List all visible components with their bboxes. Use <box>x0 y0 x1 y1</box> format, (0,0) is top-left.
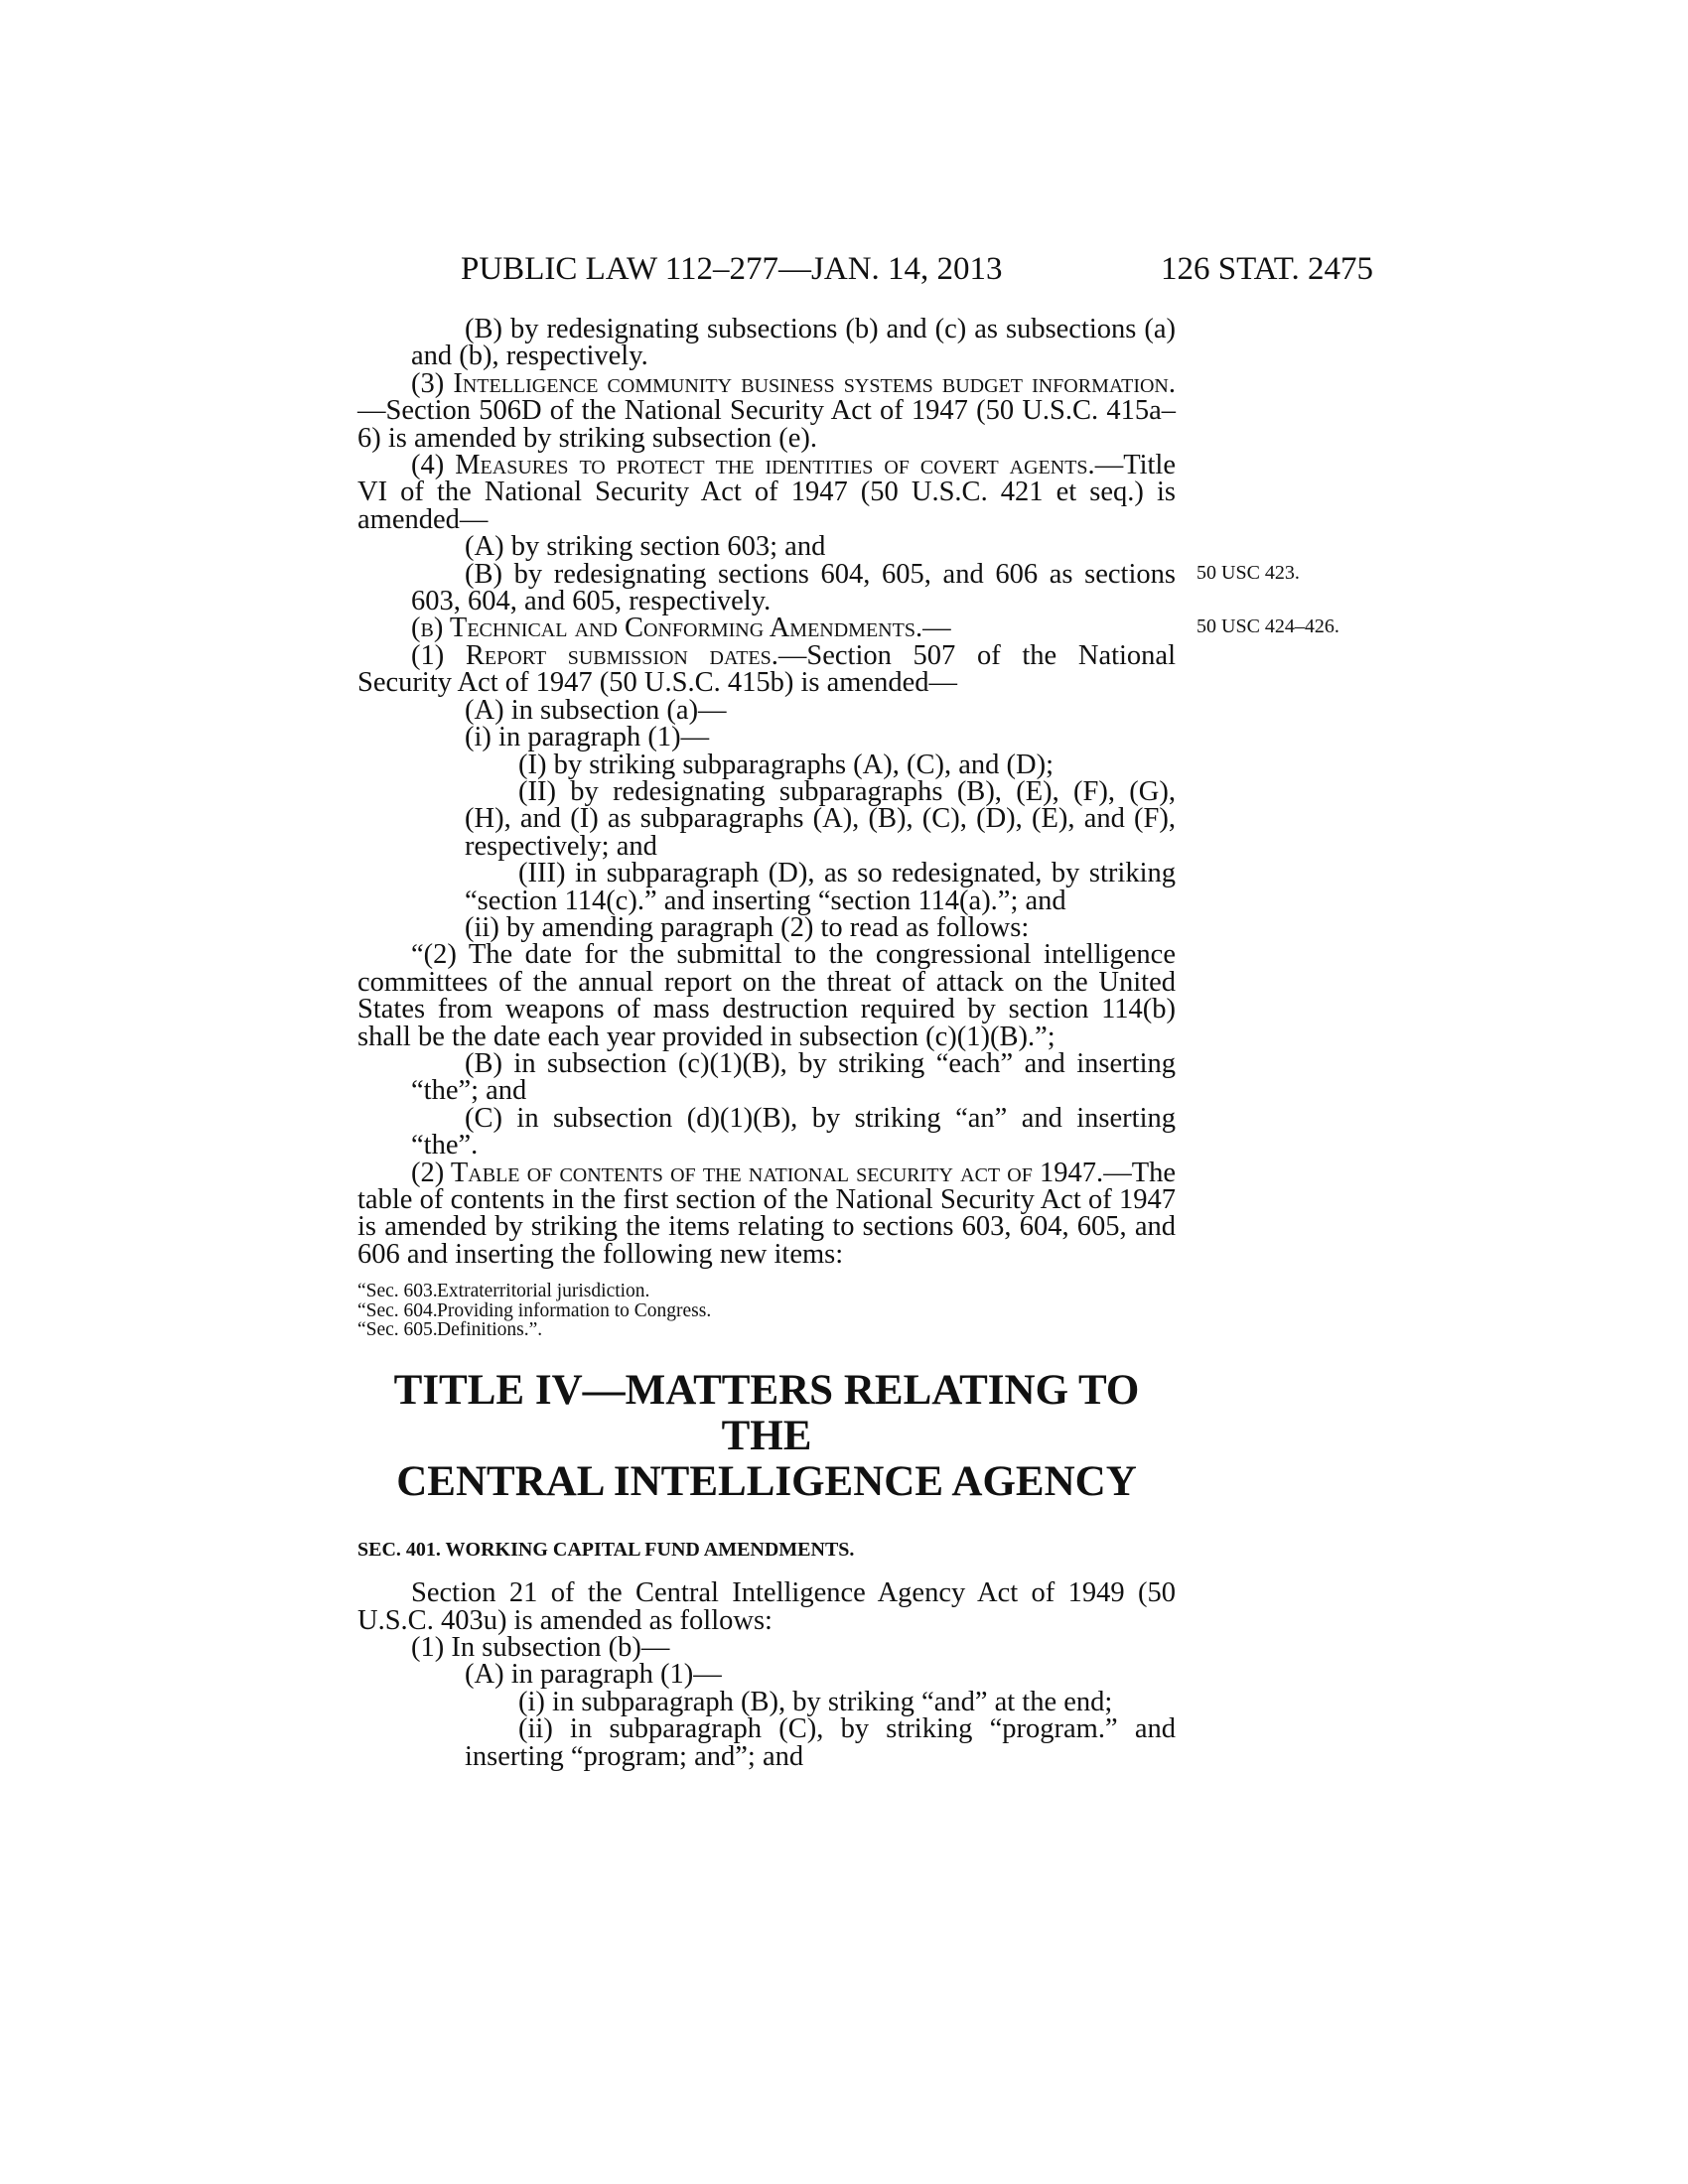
title-line-2: CENTRAL INTELLIGENCE AGENCY <box>396 1457 1137 1505</box>
section-401-paragraph-1: (1) In subsection (b)— <box>411 1631 670 1663</box>
table-of-contents-items <box>357 1282 1176 1340</box>
clause-ii: (ii) by amending paragraph (2) to read as follows: <box>465 911 1030 943</box>
toc-item-text: Providing information to Congress. <box>437 1299 712 1321</box>
toc-item-text: Extraterritorial jurisdiction. <box>437 1281 650 1302</box>
paragraph-3-body: —Section 506D of the National Security Act of 1947 (50 U.S.C. 415a–6) is amended by striking subsection (e). <box>357 395 1176 454</box>
paragraph-4-a: (A) by striking section 603; and <box>465 531 826 563</box>
subclause-II: (II) by redesignating subparagraphs (B), (E), (F), (G), (H), and (I) as subparagraphs (A), (B), (C), (D), (E), and (F), respectively; and <box>465 775 1176 862</box>
paragraph-4-b: (B) by redesignating sections 604, 605, and 606 as sections 603, 604, and 605, respectively. <box>411 558 1176 617</box>
subsection-b <box>357 613 1176 644</box>
title-heading <box>357 1368 1176 1505</box>
section-401-intro: Section 21 of the Central Intelligence Agency Act of 1949 (50 U.S.C. 403u) is amended as follows: <box>357 1577 1176 1636</box>
section-401-heading: SEC. 401. WORKING CAPITAL FUND AMENDMENTS. <box>357 1538 855 1561</box>
section-401-paragraph-1-a: (A) in paragraph (1)— <box>465 1659 722 1691</box>
paragraph-4-body: —Title VI of the National Security Act of 1947 (50 U.S.C. 421 et seq.) is amended— <box>357 450 1176 535</box>
margin-note-usc-424-426: 50 USC 424–426. <box>1196 615 1339 637</box>
toc-item-number: “Sec. 605. <box>357 1319 438 1341</box>
subsection-b-dash: — <box>922 613 951 644</box>
paragraph-b-2-heading: (2) Table of contents of the national security act of 1947. <box>411 1157 1104 1188</box>
paragraph-3-heading: (3) Intelligence community business systems budget information. <box>411 367 1176 399</box>
paragraph-b-1-b: (B) in subsection (c)(1)(B), by striking “each” and inserting “the”; and <box>411 1047 1176 1107</box>
paragraph-b-1-a: (A) in subsection (a)— <box>465 694 727 726</box>
page-stat-number: 126 STAT. 2475 <box>1160 251 1373 287</box>
toc-item-number: “Sec. 604. <box>357 1299 438 1321</box>
paragraph-b-1 <box>357 639 1176 699</box>
paragraph-3 <box>357 367 1176 454</box>
paragraph-b-1-c: (C) in subsection (d)(1)(B), by striking “an” and inserting “the”. <box>411 1102 1176 1161</box>
clause-i: (i) in paragraph (1)— <box>465 722 710 753</box>
margin-note-usc-423: 50 USC 423. <box>1196 562 1300 584</box>
paragraph-4-heading: (4) Measures to protect the identities of covert agents. <box>411 450 1095 481</box>
subclause-III: (III) in subparagraph (D), as so redesignated, by striking “section 114(c).” and inserting “section 114(a).”; and <box>465 858 1176 916</box>
paragraph-b-2-body: —The table of contents in the first section of the National Security Act of 1947 is amended by striking the items relating to sections 603, 604, 605, and 606 and inserting the following new items: <box>357 1157 1176 1270</box>
paragraph-b-2 <box>357 1157 1176 1270</box>
toc-item <box>357 1282 1176 1301</box>
subsection-b-heading: (b) Technical and Conforming Amendments. <box>411 613 923 644</box>
quoted-paragraph-2: “(2) The date for the submittal to the congressional intelligence committees of the annual report on the threat of attack on the United States from weapons of mass destruction required by section 114(b) shall be the date each year provided in subsection (c)(1)(B).”; <box>357 939 1176 1052</box>
document-body <box>357 316 1176 1770</box>
section-401-clause-ii: (ii) in subparagraph (C), by striking “program.” and inserting “program; and”; and <box>465 1713 1176 1772</box>
title-line-1: TITLE IV—MATTERS RELATING TO THE <box>393 1366 1140 1459</box>
toc-item <box>357 1301 1176 1321</box>
toc-item-number: “Sec. 603. <box>357 1281 438 1302</box>
toc-item-text: Definitions.”. <box>437 1319 543 1341</box>
subclause-I: (I) by striking subparagraphs (A), (C), and (D); <box>518 749 1054 780</box>
section-401-clause-i: (i) in subparagraph (B), by striking “and” at the end; <box>518 1686 1113 1717</box>
paragraph-a-3-b: (B) by redesignating subsections (b) and (c) as subsections (a) and (b), respectively. <box>411 314 1176 372</box>
toc-item <box>357 1320 1176 1340</box>
paragraph-b-1-heading: (1) Report submission dates. <box>411 639 778 671</box>
running-header: PUBLIC LAW 112–277—JAN. 14, 2013 <box>461 251 1003 287</box>
paragraph-4 <box>357 452 1176 533</box>
paragraph-b-1-body: —Section 507 of the National Security Act of 1947 (50 U.S.C. 415b) is amended— <box>357 639 1176 699</box>
